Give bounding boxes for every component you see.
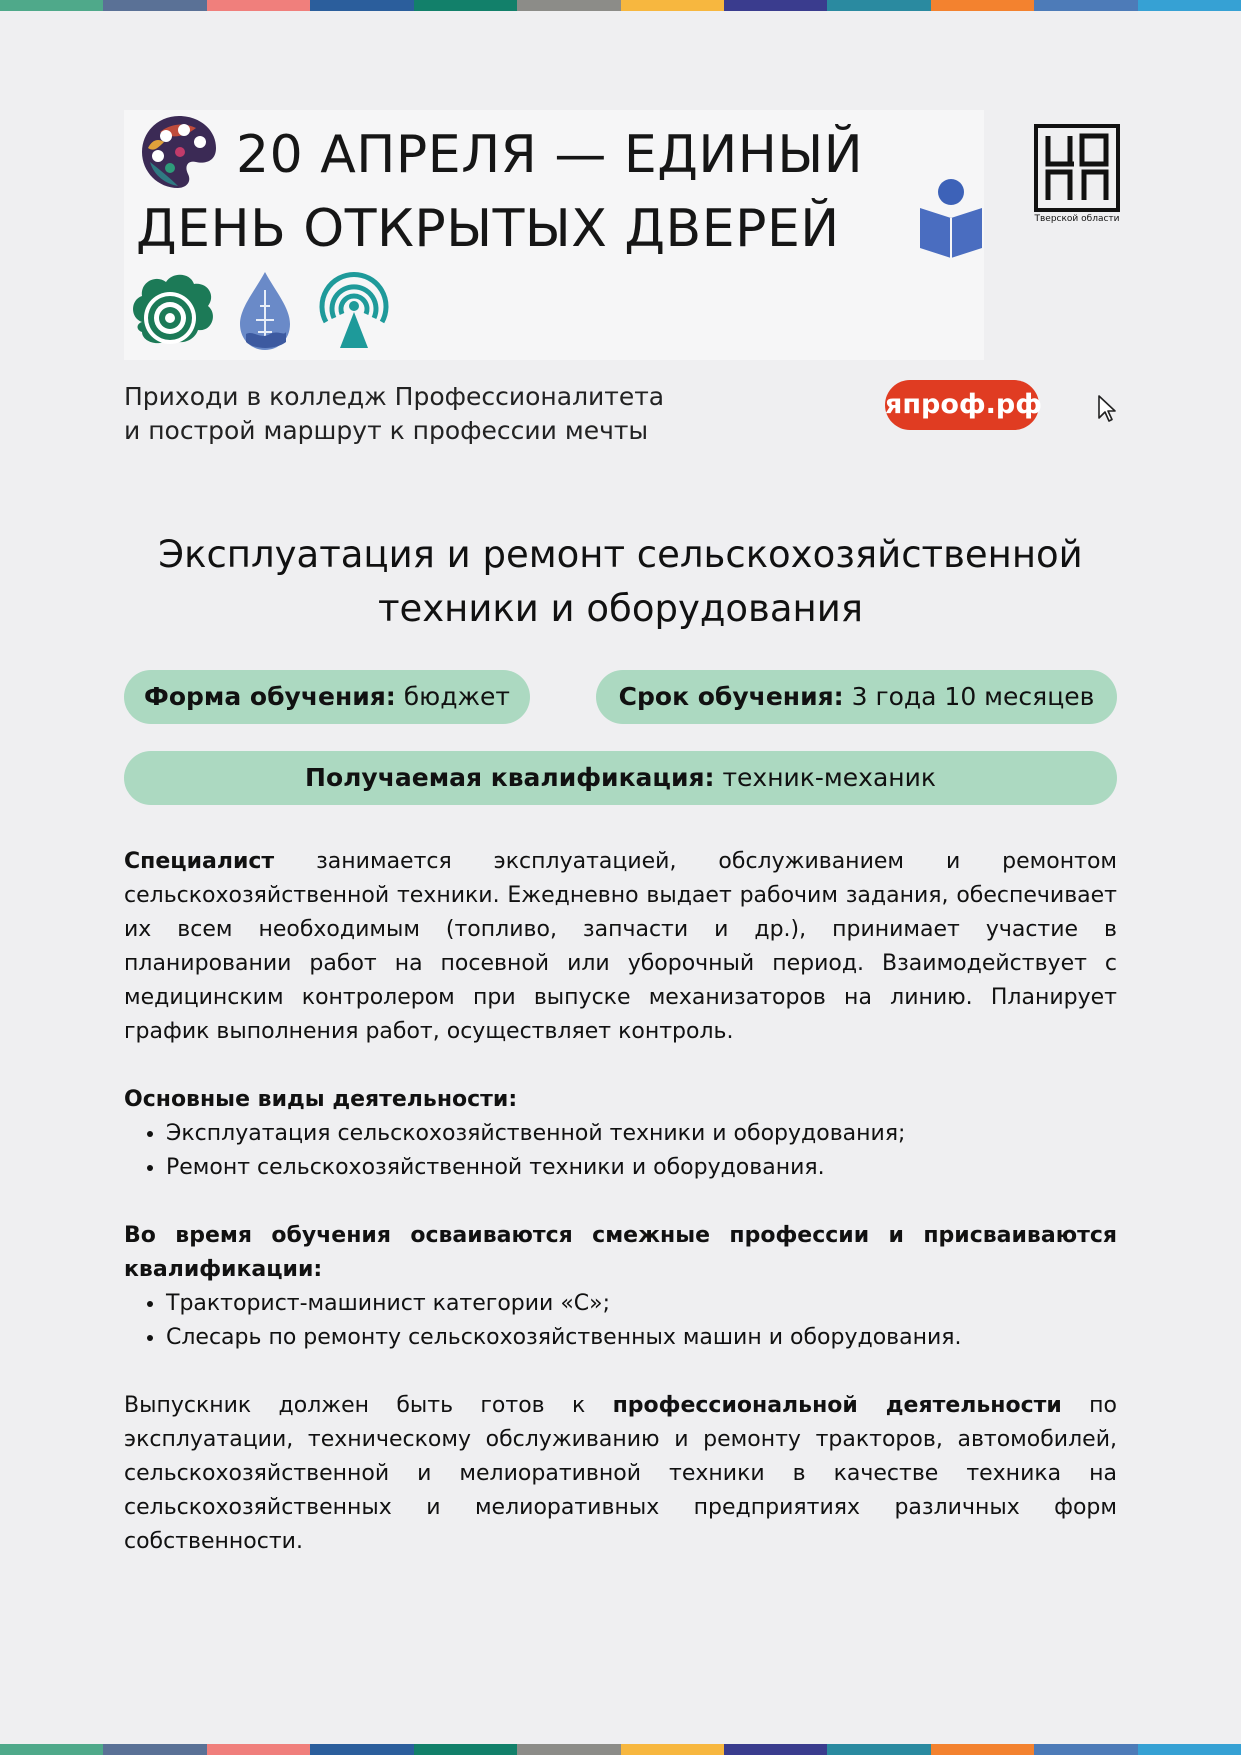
list-item: • Ремонт сельскохозяйственной техники и оборудования. xyxy=(166,1151,1117,1185)
stripe-segment xyxy=(207,1744,310,1755)
study-form-pill xyxy=(124,670,530,724)
stripe-segment xyxy=(517,1744,620,1755)
stripe-segment xyxy=(827,1744,930,1755)
stripe-segment xyxy=(724,0,827,11)
headline-line-2: ДЕНЬ ОТКРЫТЫХ ДВЕРЕЙ xyxy=(136,199,840,259)
list-item: • Эксплуатация сельскохозяйственной техники и оборудования; xyxy=(166,1117,1117,1151)
stripe-segment xyxy=(1138,1744,1241,1755)
stripe-segment xyxy=(0,0,103,11)
stripe-segment xyxy=(103,1744,206,1755)
tagline xyxy=(124,380,664,448)
top-color-stripe xyxy=(0,0,1241,11)
qualification-label: Получаемая квалификация: xyxy=(305,763,715,792)
stripe-segment xyxy=(621,1744,724,1755)
description-lead: Специалист xyxy=(124,849,275,874)
stripe-segment xyxy=(931,1744,1034,1755)
stripe-segment xyxy=(310,0,413,11)
stripe-segment xyxy=(724,1744,827,1755)
specialty-title-line-2: техники и оборудования xyxy=(377,587,864,630)
bottom-color-stripe xyxy=(0,1744,1241,1755)
stripe-segment xyxy=(414,0,517,11)
stripe-segment xyxy=(931,0,1034,11)
tagline-line-2: и построй маршрут к профессии мечты xyxy=(124,416,649,445)
activities-heading: Основные виды деятельности: xyxy=(124,1087,518,1112)
copp-logo xyxy=(1034,124,1120,212)
list-item: • Тракторист-машинист категории «С»; xyxy=(166,1287,1117,1321)
headline xyxy=(124,118,914,266)
related-heading: Во время обучения осваиваются смежные профессии и присваиваются квалификации: xyxy=(124,1223,1117,1282)
tagline-line-1: Приходи в колледж Профессионалитета xyxy=(124,382,665,411)
stripe-segment xyxy=(103,0,206,11)
specialty-title-line-1: Эксплуатация и ремонт сельскохозяйственной xyxy=(158,533,1083,576)
stripe-segment xyxy=(207,0,310,11)
stripe-segment xyxy=(827,0,930,11)
oil-drop-icon xyxy=(236,270,294,352)
specialty-title xyxy=(124,528,1117,636)
stripe-segment xyxy=(621,0,724,11)
stripe-segment xyxy=(1034,1744,1137,1755)
stripe-segment xyxy=(1138,0,1241,11)
study-term-pill xyxy=(596,670,1117,724)
related-list xyxy=(124,1287,1117,1355)
stripe-segment xyxy=(414,1744,517,1755)
stripe-segment xyxy=(310,1744,413,1755)
radio-tower-icon xyxy=(316,272,392,350)
qualification-value: техник-механик xyxy=(722,763,936,792)
stripe-segment xyxy=(1034,0,1137,11)
cursor-icon xyxy=(1097,394,1117,424)
list-item: • Слесарь по ремонту сельскохозяйственных машин и оборудования. xyxy=(166,1321,1117,1355)
study-term-label: Срок обучения: xyxy=(618,682,844,711)
description-paragraph xyxy=(124,845,1117,1049)
headline-line-1: 20 АПРЕЛЯ — ЕДИНЫЙ xyxy=(236,125,864,185)
logo-caption: Тверской области xyxy=(1034,214,1120,224)
tree-icon xyxy=(128,270,218,352)
qualification-pill xyxy=(124,751,1117,805)
study-form-label: Форма обучения: xyxy=(144,682,396,711)
graduate-paragraph: Выпускник должен быть готов к профессиональной деятельности по эксплуатации, техническому обслуживанию и ремонту тракторов, автомобилей, сельскохозяйственной и мелиоративной техники в качестве техника на сельскохозяйственных и мелиоративных предприятиях различных форм собственности. xyxy=(124,1393,1117,1554)
study-form-value: бюджет xyxy=(403,682,510,711)
stripe-segment xyxy=(517,0,620,11)
description-text: занимается эксплуатацией, обслуживанием и ремонтом сельскохозяйственной техники. Ежедневно выдает рабочим задания, обеспечивает их всем необходимым (топливо, запчасти и др.), принимает участие в планировании работ на посевной или уборочный период. Взаимодействует с медицинским контролером при выпуске механизаторов на линию. Планирует график выполнения работ, осуществляет контроль. xyxy=(124,849,1117,1044)
study-term-value: 3 года 10 месяцев xyxy=(851,682,1095,711)
description-block xyxy=(124,845,1117,1559)
activities-list xyxy=(124,1117,1117,1185)
stripe-segment xyxy=(0,1744,103,1755)
reader-icon xyxy=(918,178,984,260)
url-badge[interactable]: япроф.рф xyxy=(885,380,1039,430)
